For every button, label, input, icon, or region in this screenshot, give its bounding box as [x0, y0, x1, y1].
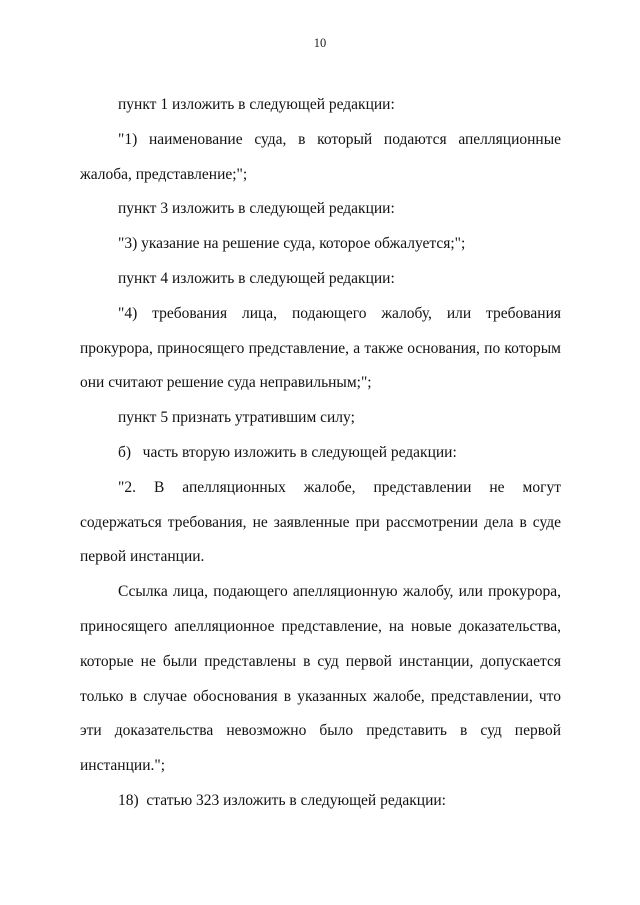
- paragraph-part-b-intro: б) часть вторую изложить в следующей редакции:: [118, 443, 457, 461]
- paragraph-evidence-reference: Ссылка лица, подающего апелляционную жалобу, или прокурора, приносящего апелляционное представление, на новые доказательства, которые не были представлены в суд первой инстанции, допускается только в случае обоснования в указанных жалобе, представлении, что эти доказательства невозможно было представить в суд первой инстанции.";: [80, 583, 561, 775]
- paragraph-item-1-intro: пункт 1 изложить в следующей редакции:: [118, 96, 395, 113]
- page-number: 10: [313, 36, 327, 50]
- paragraph-item-1-text: "1) наименование суда, в который подаются апелляционные жалоба, представление;";: [80, 130, 561, 183]
- paragraph-item-5-repeal: пункт 5 признать утратившим силу;: [118, 409, 355, 427]
- paragraph-item-4-text: "4) требования лица, подающего жалобу, или требования прокурора, приносящего представление, а также основания, по которым они считают решение суда неправильным;";: [80, 304, 561, 392]
- document-body: [80, 88, 561, 819]
- paragraph-item-4-intro: пункт 4 изложить в следующей редакции:: [118, 269, 395, 287]
- paragraph-item-3-intro: пункт 3 изложить в следующей редакции:: [118, 200, 395, 218]
- paragraph-article-323-intro: 18) статью 323 изложить в следующей редакции:: [118, 791, 446, 809]
- paragraph-part-2-text: "2. В апелляционных жалобе, представлении не могут содержаться требования, не заявленные при рассмотрении дела в суде первой инстанции.: [80, 478, 561, 566]
- paragraph-item-3-text: "3) указание на решение суда, которое обжалуется;";: [118, 235, 466, 253]
